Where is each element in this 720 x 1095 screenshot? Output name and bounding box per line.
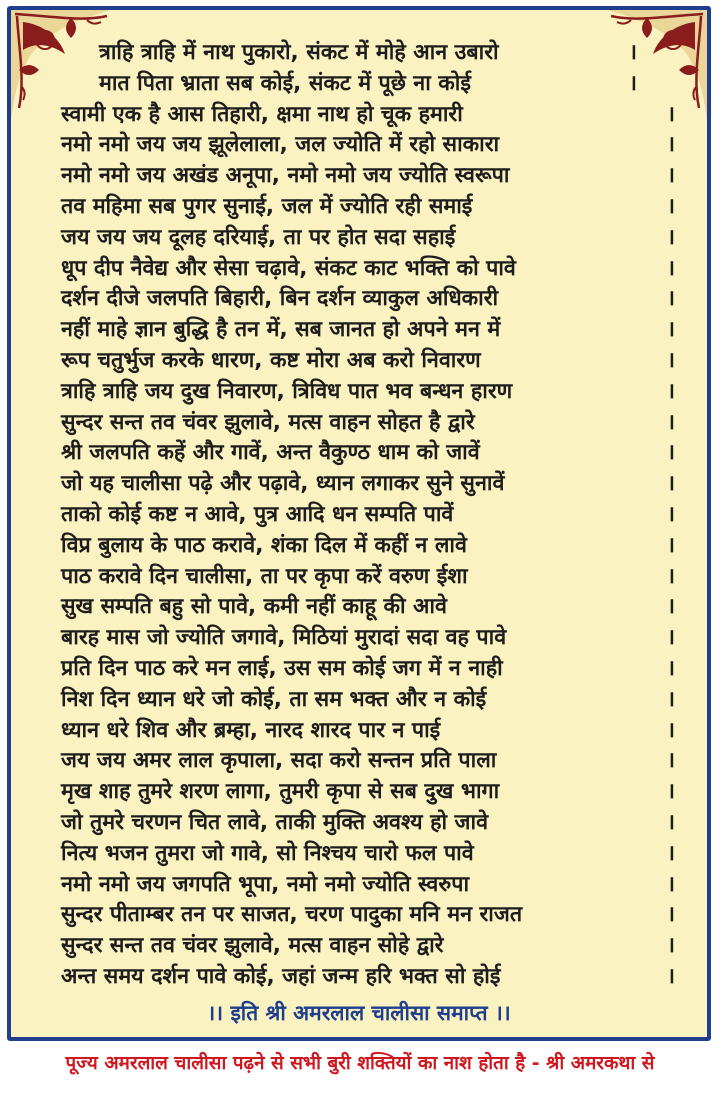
- verse-line: [11, 562, 707, 593]
- danda-mark: ।: [666, 440, 675, 466]
- verse-text: नहीं माहे ज्ञान बुद्धि है तन में, सब जानत हो अपने मन में: [61, 317, 501, 343]
- verse-line: [11, 685, 707, 716]
- danda-mark: ।: [666, 933, 675, 959]
- danda-mark: ।: [666, 902, 675, 928]
- verse-text: मृख शाह तुमरे शरण लागा, तुमरी कृपा से सब दुख भागा: [61, 779, 500, 805]
- verse-line: [11, 531, 707, 562]
- verse-line: [11, 161, 707, 192]
- verse-text: त्राहि त्राहि जय दुख निवारण, त्रिविध पात भव बन्धन हारण: [61, 378, 513, 404]
- verse-text: जय जय जय दूलह दरियाई, ता पर होत सदा सहाई: [61, 224, 456, 250]
- verse-text: सुन्दर पीताम्बर तन पर साजत, चरण पादुका मनि मन राजत: [61, 902, 523, 928]
- footer-caption: पूज्य अमरलाल चालीसा पढ़ने से सभी बुरी शक्तियों का नाश होता है - श्री अमरकथा से: [65, 1053, 655, 1074]
- verse-text: धूप दीप नैवेद्य और सेसा चढ़ावे, संकट काट भक्ति को पावे: [61, 255, 516, 281]
- danda-mark: ।: [666, 717, 675, 743]
- danda-mark: ।: [666, 748, 675, 774]
- danda-mark: ।: [666, 625, 675, 651]
- verse-text: जो यह चालीसा पढ़े और पढ़ावे, ध्यान लगाकर सुने सुनावें: [61, 471, 505, 497]
- danda-mark: ।: [666, 132, 675, 158]
- verse-text: प्रति दिन पाठ करे मन लाई, उस सम कोई जग में न नाही: [61, 655, 503, 681]
- verse-line: [11, 254, 707, 285]
- danda-mark: ।: [666, 686, 675, 712]
- closing-line: ।। इति श्री अमरलाल चालीसा समाप्त ।।: [207, 1000, 511, 1025]
- verse-line: [11, 500, 707, 531]
- verse-line: [11, 716, 707, 747]
- danda-mark: ।: [666, 779, 675, 805]
- verse-line: [11, 654, 707, 685]
- verse-line: [11, 777, 707, 808]
- danda-mark: ।: [666, 471, 675, 497]
- verse-text: विप्र बुलाय के पाठ करावे, शंका दिल में कहीं न लावे: [61, 532, 467, 558]
- danda-mark: ।: [666, 286, 675, 312]
- verse-line: [11, 346, 707, 377]
- verse-text: पाठ करावे दिन चालीसा, ता पर कृपा करें वरुण ईशा: [61, 563, 468, 589]
- verse-text: रूप चतुर्भुज करके धारण, कष्ट मोरा अब करो निवारण: [61, 347, 481, 373]
- verse-text: ध्यान धरे शिव और ब्रम्हा, नारद शारद पार न पाई: [61, 717, 441, 743]
- verse-line: [11, 69, 707, 100]
- danda-mark: ।: [666, 840, 675, 866]
- verse-line: [11, 192, 707, 223]
- verse-line: [11, 900, 707, 931]
- verse-line: [11, 931, 707, 962]
- verse-line: [11, 839, 707, 870]
- verse-line: [11, 223, 707, 254]
- danda-mark: ।: [666, 255, 675, 281]
- danda-mark: ।: [666, 655, 675, 681]
- danda-mark: ।: [666, 101, 675, 127]
- verse-line: [11, 808, 707, 839]
- verse-line: [11, 870, 707, 901]
- verse-line: [11, 377, 707, 408]
- danda-mark: ।: [666, 163, 675, 189]
- verse-line: [11, 38, 707, 69]
- verse-text: नमो नमो जय अखंड अनूपा, नमो नमो जय ज्योति स्वरूपा: [61, 163, 510, 189]
- danda-mark: ।: [666, 224, 675, 250]
- verse-text: नमो नमो जय जगपति भूपा, नमो नमो ज्योति स्वरुपा: [61, 871, 470, 897]
- danda-mark: ।: [666, 193, 675, 219]
- verse-line: [11, 592, 707, 623]
- verse-line: [11, 130, 707, 161]
- verse-text: सुन्दर सन्त तव चंवर झुलावे, मत्स वाहन सोहत है द्वारे: [61, 409, 475, 435]
- verse-text: श्री जलपति कहें और गावें, अन्त वैकुण्ठ धाम को जावें: [61, 440, 480, 466]
- verse-text: सुन्दर सन्त तव चंवर झुलावे, मत्स वाहन सोहे द्वारे: [61, 933, 444, 959]
- verse-text: तव महिमा सब पुगर सुनाई, जल में ज्योति रही समाई: [61, 193, 473, 219]
- danda-mark: ।: [666, 563, 675, 589]
- verse-text: नमो नमो जय जय झूलेलाला, जल ज्योति में रहो साकारा: [61, 132, 500, 158]
- verse-line: [11, 284, 707, 315]
- verse-line: [11, 438, 707, 469]
- verse-text: दर्शन दीजे जलपति बिहारी, बिन दर्शन व्याकुल अधिकारी: [61, 286, 499, 312]
- danda-mark: ।: [666, 532, 675, 558]
- verse-list: [11, 38, 707, 1027]
- danda-mark: ।: [628, 40, 637, 65]
- verse-line: [11, 315, 707, 346]
- verse-text: अन्त समय दर्शन पावे कोई, जहां जन्म हरि भक्त सो होई: [61, 963, 501, 989]
- verse-line: [11, 100, 707, 131]
- verse-text: नित्य भजन तुमरा जो गावे, सो निश्चय चारो फल पावे: [61, 840, 474, 866]
- danda-mark: ।: [666, 409, 675, 435]
- verse-panel: [7, 6, 711, 1041]
- verse-line: [11, 469, 707, 500]
- danda-mark: ।: [666, 963, 675, 989]
- verse-line: [11, 408, 707, 439]
- danda-mark: ।: [666, 347, 675, 373]
- danda-mark: ।: [666, 378, 675, 404]
- verse-text: सुख सम्पति बहु सो पावे, कमी नहीं काहू की आवे: [61, 594, 447, 620]
- verse-text: ताको कोई कष्ट न आवे, पुत्र आदि धन सम्पति पावें: [61, 501, 454, 527]
- verse-text: मात पिता भ्राता सब कोई, संकट में पूछे ना कोई: [99, 70, 471, 96]
- danda-mark: ।: [666, 809, 675, 835]
- verse-text: जय जय अमर लाल कृपाला, सदा करो सन्तन प्रति पाला: [61, 748, 497, 774]
- verse-line: [11, 962, 707, 993]
- verse-text: निश दिन ध्यान धरे जो कोई, ता सम भक्त और न कोई: [61, 686, 487, 712]
- danda-mark: ।: [666, 594, 675, 620]
- danda-mark: ।: [666, 317, 675, 343]
- verse-text: जो तुमरे चरणन चित लावे, ताकी मुक्ति अवश्य हो जावे: [61, 809, 489, 835]
- danda-mark: ।: [666, 871, 675, 897]
- danda-mark: ।: [666, 501, 675, 527]
- verse-line: [11, 746, 707, 777]
- verse-text: स्वामी एक है आस तिहारी, क्षमा नाथ हो चूक हमारी: [61, 101, 463, 127]
- danda-mark: ।: [628, 70, 637, 96]
- verse-text: त्राहि त्राहि में नाथ पुकारो, संकट में मोहे आन उबारो: [99, 40, 499, 65]
- verse-text: बारह मास जो ज्योति जगावे, मिठियां मुरादां सदा वह पावे: [61, 625, 507, 651]
- verse-line: [11, 623, 707, 654]
